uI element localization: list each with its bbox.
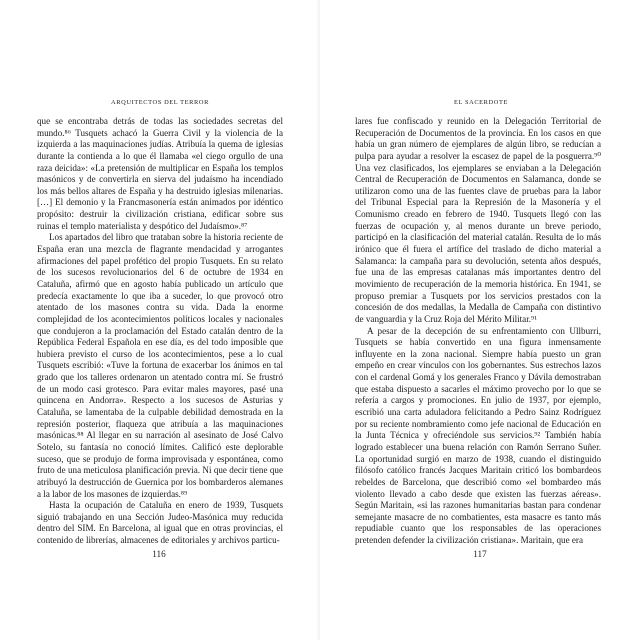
right-page — [320, 0, 640, 640]
running-head: ARQUITECTOS DEL TERROR — [111, 99, 209, 106]
paragraph: que se encontraba detrás de todas las sociedades secretas del mundo.⁸⁶ Tusquets achacó la Guerra Civil y la violencia de la izquierda a las maquinaciones judías. Atribuía la quema de iglesias durante la contienda a lo que él llamaba «el ciego orgullo de una raza deicida»: «La pretensión de multiplicar en España los templos masónicos y de convertirla en sierva del judaísmo ha incendiado los más bellos altares de España y ha destruido iglesias milenarias. […] El demonio y la Francmasonería están animados por idéntico propósito: destruir la civilización cristiana, edificar sobre sus ruinas el templo materialista y despótico del Judaísmo».⁸⁷ — [37, 116, 283, 231]
paragraph: Hasta la ocupación de Cataluña en enero de 1939, Tusquets siguió trabajando en una Sección Judeo-Masónica muy reducida dentro del SIM. En Barcelona, al igual que en otras provincias, el contenido de librerías, almacenes de editoriales y archivos particu- — [37, 500, 283, 546]
page-number: 117 — [473, 549, 487, 559]
paragraph: A pesar de la decepción de su enfrentamiento con Ullburri, Tusquets se había convertido en una figura inmensamente influyente en la zona nacional. Siempre había puesto un gran empeño en crear vínculos con los gobernantes. Sus estrechos lazos con el cardenal Gomá y los generales Franco y Dávila demostraban que estaba dispuesto a sacarles el máximo provecho por lo que se refería a cargos y promociones. En julio de 1937, por ejemplo, escribió una carta aduladora felicitando a Pedro Sainz Rodríguez por su reciente nombramiento como jefe nacional de Educación en la Junta Técnica y ofreciéndole sus servicios.⁹² También había logrado establecer una buena relación con Ramón Serrano Suñer. La oportunidad surgió en marzo de 1938, cuando el distinguido filósofo católico francés Jacques Maritain criticó los bombardeos rebeldes de Barcelona, que describió como «el bombardeo más violento llevado a cabo desde que existen las fuerzas aéreas». Según Maritain, «si las razones humanitarias bastan para condenar semejante masacre de no combatientes, esta masacre es tanto más repudiable cuanto que los responsables de las operaciones pretenden defender la civilización cristiana». Maritain, que era — [355, 325, 601, 546]
body-text — [355, 116, 601, 547]
paragraph: Los apartados del libro que trataban sobre la historia reciente de España eran una mezcla de flagrante mendacidad y arrogantes afirmaciones del papel profético del propio Tusquets. En su relato de los sucesos revolucionarios del 6 de octubre de 1934 en Cataluña, afirmó que en agosto había publicado un artículo que predecía exactamente lo que iba a suceder, lo que provocó otro atentado de los masones contra su vida. Dada la enorme complejidad de los acontecimientos políticos locales y nacionales que condujeron a la proclamación del Estado catalán dentro de la República Federal Española en ese día, es del todo imposible que hubiera previsto el curso de los acontecimientos, pese a lo cual Tusquets escribió: «Tuve la fortuna de exacerbar los ánimos en tal grado que los talleres ordenaron un atentado contra mí. Se frustró de un modo casi grotesco. Para evitar males mayores, pasé una quincena en Andorra». Respecto a los sucesos de Asturias y Cataluña, se lamentaba de la culpable debilidad demostrada en la represión posterior, flaqueza que atribuía a las maquinaciones masónicas.⁸⁸ Al llegar en su narración al asesinato de José Calvo Sotelo, su fantasía no conoció límites. Calificó este deplorable suceso, que se produjo de forma improvisada y espontánea, como fruto de una meticulosa planificación previa. Ni que decir tiene que atribuyó la destrucción de Guernica por los bombarderos alemanes a la labor de los masones de izquierdas.⁸⁹ — [37, 232, 283, 499]
paragraph: lares fue confiscado y reunido en la Delegación Territorial de Recuperación de Documentos de la provincia. En los casos en que había un gran número de ejemplares de algún libro, se reducían a pulpa para ayudar a resolver la escasez de papel de la posguerra.⁹⁰ Una vez clasificados, los ejemplares se enviaban a la Delegación Central de Recuperación de Documentos en Salamanca, donde se utilizaron como una de las fuentes clave de pruebas para la labor del Tribunal Especial para la Represión de la Masonería y el Comunismo creado en febrero de 1940. Tusquets llegó con las fuerzas de ocupación y, al menos durante un breve periodo, participó en la clasificación del material catalán. Resulta de lo más irónico que él fuera el artífice del traslado de dicho material a Salamanca: la campaña para su devolución, setenta años después, fue una de las empresas catalanas más importantes dentro del movimiento de recuperación de la memoria histórica. En 1941, se propuso premiar a Tusquets por los servicios prestados con la concesión de dos medallas, la Medalla de Campaña con distintivo de vanguardia y la Cruz Roja del Mérito Militar.⁹¹ — [355, 116, 601, 324]
page-number: 116 — [152, 549, 166, 559]
running-head: EL SACERDOTE — [453, 99, 508, 106]
body-text — [37, 116, 283, 547]
